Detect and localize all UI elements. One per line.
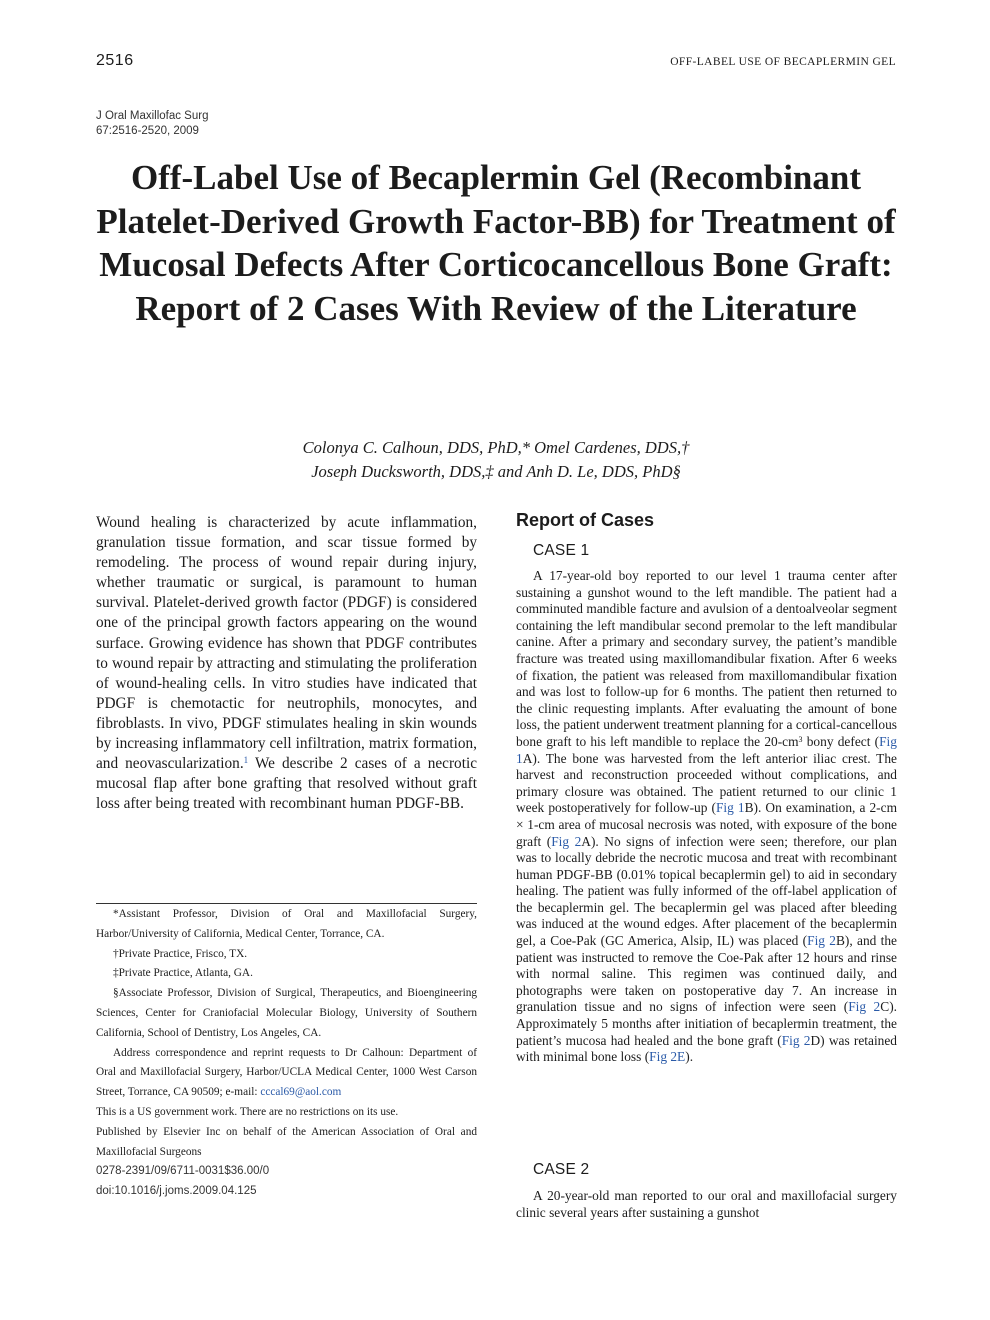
- affiliation-footnote: †Private Practice, Frisco, TX.: [113, 947, 248, 960]
- affiliation-footnote: ‡Private Practice, Atlanta, GA.: [113, 967, 253, 980]
- figure-link[interactable]: Fig 2: [848, 999, 881, 1015]
- case-1-paragraph: [516, 568, 897, 1066]
- superscript: 3: [798, 734, 803, 744]
- body-text: A 17-year-old boy reported to our level 1 trauma center after sustaining a gunshot wound to the left mandible. The patient had a comminuted mandible facture and avulsion of a dentoalveolar segment containing the left mandibular second premolar to the left mandibular canine. After a primary and secondary survey, the patient’s mandible fracture was treated using maxillomandibular fixation. After 6 weeks of fixation, the patient was released from maxillomandibular fixation and was lost to follow-up for 6 months. The patient then returned to the clinic requesting implants. After evaluating the amount of bone loss, the patient underwent treatment planning for a cortical-cancellous bone graft to his left mandible to replace the 20-cm: [516, 568, 897, 749]
- body-text: D) was retained with minimal bone loss (: [516, 1032, 898, 1065]
- figure-link[interactable]: Fig 1: [516, 733, 897, 766]
- section-heading: Report of Cases: [516, 510, 655, 530]
- case-2-heading: CASE 2: [533, 1161, 590, 1178]
- affiliation-footnote: *Assistant Professor, Division of Oral and Maxillofacial Surgery, Harbor/University of California, Medical Center, Torrance, CA.: [96, 908, 477, 940]
- page-number: 2516: [96, 52, 134, 69]
- journal-volume-pages: 67:2516-2520, 2009: [96, 125, 199, 137]
- issn-line: 0278-2391/09/6711-0031$36.00/0: [96, 1165, 270, 1178]
- running-head: OFF-LABEL USE OF BECAPLERMIN GEL: [670, 56, 896, 68]
- article-title: Off-Label Use of Becaplermin Gel (Recombinant Platelet-Derived Growth Factor-BB) for Treatment of Mucosal Defects After Corticocancellous Bone Graft: Report of 2 Cases With Review of the Literature: [96, 158, 896, 328]
- body-text: A). The bone was harvested from the left anterior iliac crest. The harvest and reconstruction proceeded without complications, and primary closure was obtained. The patient returned to our clinic 1 week postoperatively for follow-up (: [516, 750, 897, 816]
- body-text: B), and the patient was instructed to remove the Coe-Pak after 12 hours and rinse with normal saline. This regimen was continued daily, and photographs were taken on postoperative day 7. An increase in granulation tissue and no signs of infection were seen (: [516, 933, 898, 1015]
- case-1-heading: CASE 1: [533, 542, 590, 559]
- author-list: [96, 436, 896, 484]
- reference-link-1[interactable]: 1: [243, 755, 249, 766]
- figure-link[interactable]: Fig 2: [781, 1032, 811, 1048]
- footnotes: [96, 905, 477, 1202]
- author-line-1: Colonya C. Calhoun, DDS, PhD,* Omel Cardenes, DDS,†: [302, 438, 690, 457]
- publisher-notice: Published by Elsevier Inc on behalf of the American Association of Oral and Maxillofacial Surgeons: [96, 1125, 477, 1158]
- body-text: bony defect (: [802, 733, 880, 749]
- figure-link[interactable]: Fig 2: [807, 933, 836, 949]
- case-1-body: [516, 568, 897, 1066]
- affiliation-footnote: §Associate Professor, Division of Surgical, Therapeutics, and Bioengineering Sciences, Center for Craniofacial Molecular Biology, University of Southern California, School of Dentistry, Los Angeles, CA.: [96, 987, 477, 1039]
- abstract: [96, 513, 477, 814]
- author-line-2: Joseph Ducksworth, DDS,‡ and Anh D. Le, DDS, PhD§: [311, 462, 681, 481]
- figure-link[interactable]: Fig 1: [715, 800, 745, 816]
- body-text: A). No signs of infection were seen; therefore, our plan was to locally debride the necrotic mucosa and treat with recombinant human PDGF-BB (0.01% topical becaplermin gel) to aid in secondary healing. The patient was fully informed of the off-label application of the becaplermin gel. The becaplermin gel was placed after bleeding was induced at the wound edges. After placement of the becaplermin gel, a Coe-Pak (GC America, Alsip, IL) was placed (: [516, 833, 897, 949]
- figure-link[interactable]: Fig 2E: [649, 1049, 686, 1065]
- doi-line: doi:10.1016/j.joms.2009.04.125: [96, 1185, 257, 1198]
- footnote-divider: [96, 903, 477, 904]
- abstract-text-2: We describe 2 cases of a necrotic mucosal flap after bone grafting that resolved without graft loss after being treated with recombinant human PDGF-BB.: [96, 755, 477, 813]
- case-2-paragraph: A 20-year-old man reported to our oral and maxillofacial surgery clinic several years after sustaining a gunshot: [516, 1188, 897, 1220]
- correspondence-address: Address correspondence and reprint requests to Dr Calhoun: Department of Oral and Maxillofacial Surgery, Harbor/UCLA Medical Center, 1000 West Carson Street, Torrance, CA 90509; e-mail:: [96, 1046, 477, 1099]
- body-text: B). On examination, a 2-cm × 1-cm area of mucosal necrosis was noted, with exposure of the bone graft (: [516, 800, 898, 849]
- abstract-text-1: Wound healing is characterized by acute inflammation, granulation tissue formation, and scar tissue formed by remodeling. The process of wound repair during injury, whether traumatic or surgical, is paramount to human survival. Platelet-derived growth factor (PDGF) is considered one of the principal growth factors appearing on the wound surface. Growing evidence has shown that PDGF contributes to wound repair by attracting and stimulating the proliferation of wound-healing cells. In vitro studies have indicated that PDGF is chemotactic for neutrophils, monocytes, and fibroblasts. In vivo, PDGF stimulates healing in skin wounds by increasing inflammatory cell infiltration, matrix formation, and neovascularization.: [96, 514, 477, 773]
- email-link[interactable]: cccal69@aol.com: [260, 1086, 342, 1099]
- body-text: ).: [685, 1049, 694, 1065]
- government-work-notice: This is a US government work. There are no restrictions on its use.: [96, 1105, 399, 1118]
- body-text: C). Approximately 5 months after initiation of becaplermin treatment, the patient’s mucosa had healed and the bone graft (: [516, 999, 898, 1048]
- correspondence-footnote: [96, 1044, 477, 1103]
- case-2-body: [516, 1188, 897, 1221]
- journal-name: J Oral Maxillofac Surg: [96, 110, 209, 122]
- journal-citation: [96, 109, 208, 139]
- figure-link[interactable]: Fig 2: [551, 833, 582, 849]
